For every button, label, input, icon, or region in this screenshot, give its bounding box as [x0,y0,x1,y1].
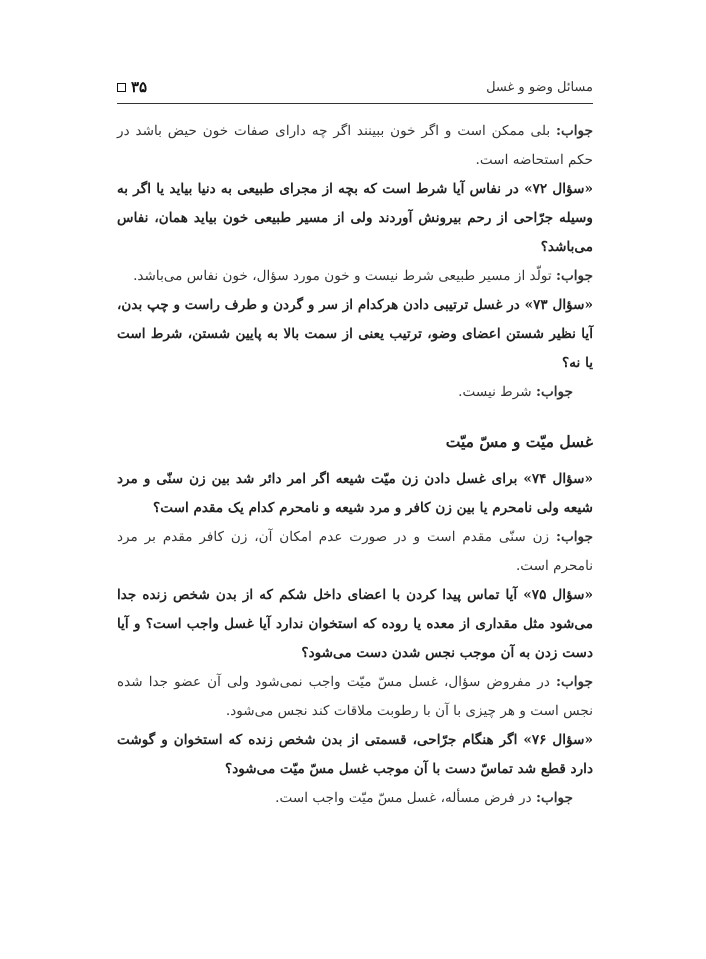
answer-label: جواب: [555,123,593,139]
answer-text: تولّد از مسیر طبیعی شرط نیست و خون مورد سؤال، خون نفاس می‌باشد. [133,268,556,284]
answer-text: در فرض مسأله، غسل مسّ میّت واجب است. [275,790,536,806]
question-label: «سؤال ۷۳» [524,297,594,313]
answer-text: شرط نیست. [458,384,536,400]
answer-paragraph [117,117,593,175]
answer-text: زن سنّی مقدم است و در صورت عدم امکان آن، زن کافر مقدم بر مرد نامحرم است. [117,529,593,574]
question-label: «سؤال ۷۶» [523,732,593,748]
answer-label: جواب: [535,790,573,806]
header-rule [117,103,593,104]
answer-paragraph [117,668,593,726]
question-text: اگر هنگام جرّاحی، قسمتی از بدن شخص زنده که استخوان و گوشت دارد قطع شد تماسّ دست با آن موجب غسل مسّ میّت می‌شود؟ [117,732,593,777]
question-text: در غسل ترتیبی دادن هرکدام از سر و گردن و طرف راست و چپ بدن، آیا نظیر شستن اعضای وضو، ترتیب یعنی از سمت بالا به پایین شستن، شرط است یا نه؟ [117,297,593,371]
answer-paragraph [117,262,593,291]
running-title: مسائل وضو و غسل [486,80,593,95]
section-title: غسل میّت و مسّ میّت [445,432,593,451]
question-paragraph [117,726,593,784]
answer-label: جواب: [555,529,593,545]
question-paragraph [117,465,593,523]
question-label: «سؤال ۷۴» [523,471,594,487]
answer-label: جواب: [555,674,593,690]
square-icon [117,83,126,92]
answer-paragraph [117,784,593,813]
answer-text: در مفروض سؤال، غسل مسّ میّت واجب نمی‌شود ولی آن عضو جدا شده نجس است و هر چیزی با آن با رطوبت ملاقات کند نجس می‌شود. [117,674,593,719]
question-text: آیا تماس پیدا کردن با اعضای داخل شکم که از بدن شخص زنده جدا می‌شود مثل مقداری از معده یا روده که استخوان ندارد آیا غسل واجب است؟ و آیا دست زدن به آن موجب نجس شدن دست می‌شود؟ [117,587,593,661]
answer-paragraph [117,378,593,407]
page-header [117,78,593,100]
question-paragraph [117,175,593,262]
answer-paragraph [117,523,593,581]
question-label: «سؤال ۷۲» [524,181,593,197]
question-paragraph [117,581,593,668]
question-text: برای غسل دادن زن میّت شیعه اگر امر دائر شد بین زن سنّی و مرد شیعه ولی نامحرم یا بین زن کافر و مرد شیعه و نامحرم کدام یک مقدم است؟ [117,471,593,516]
page-number: ۳۵ [131,78,148,96]
question-label: «سؤال ۷۵» [523,587,593,603]
question-text: در نفاس آیا شرط است که بچه از مجرای طبیعی به دنیا بیاید یا اگر به وسیله جرّاحی از رحم بیرونش آوردند ولی از مسیر طبیعی خون بیاید همان، نفاس می‌باشد؟ [117,181,593,255]
answer-label: جواب: [535,384,573,400]
page-body [117,117,593,813]
question-paragraph [117,291,593,378]
page-number-group [117,78,147,96]
answer-label: جواب: [555,268,593,284]
answer-text: بلی ممکن است و اگر خون ببینند اگر چه دارای صفات خون حیض باشد در حکم استحاضه است. [117,123,593,168]
